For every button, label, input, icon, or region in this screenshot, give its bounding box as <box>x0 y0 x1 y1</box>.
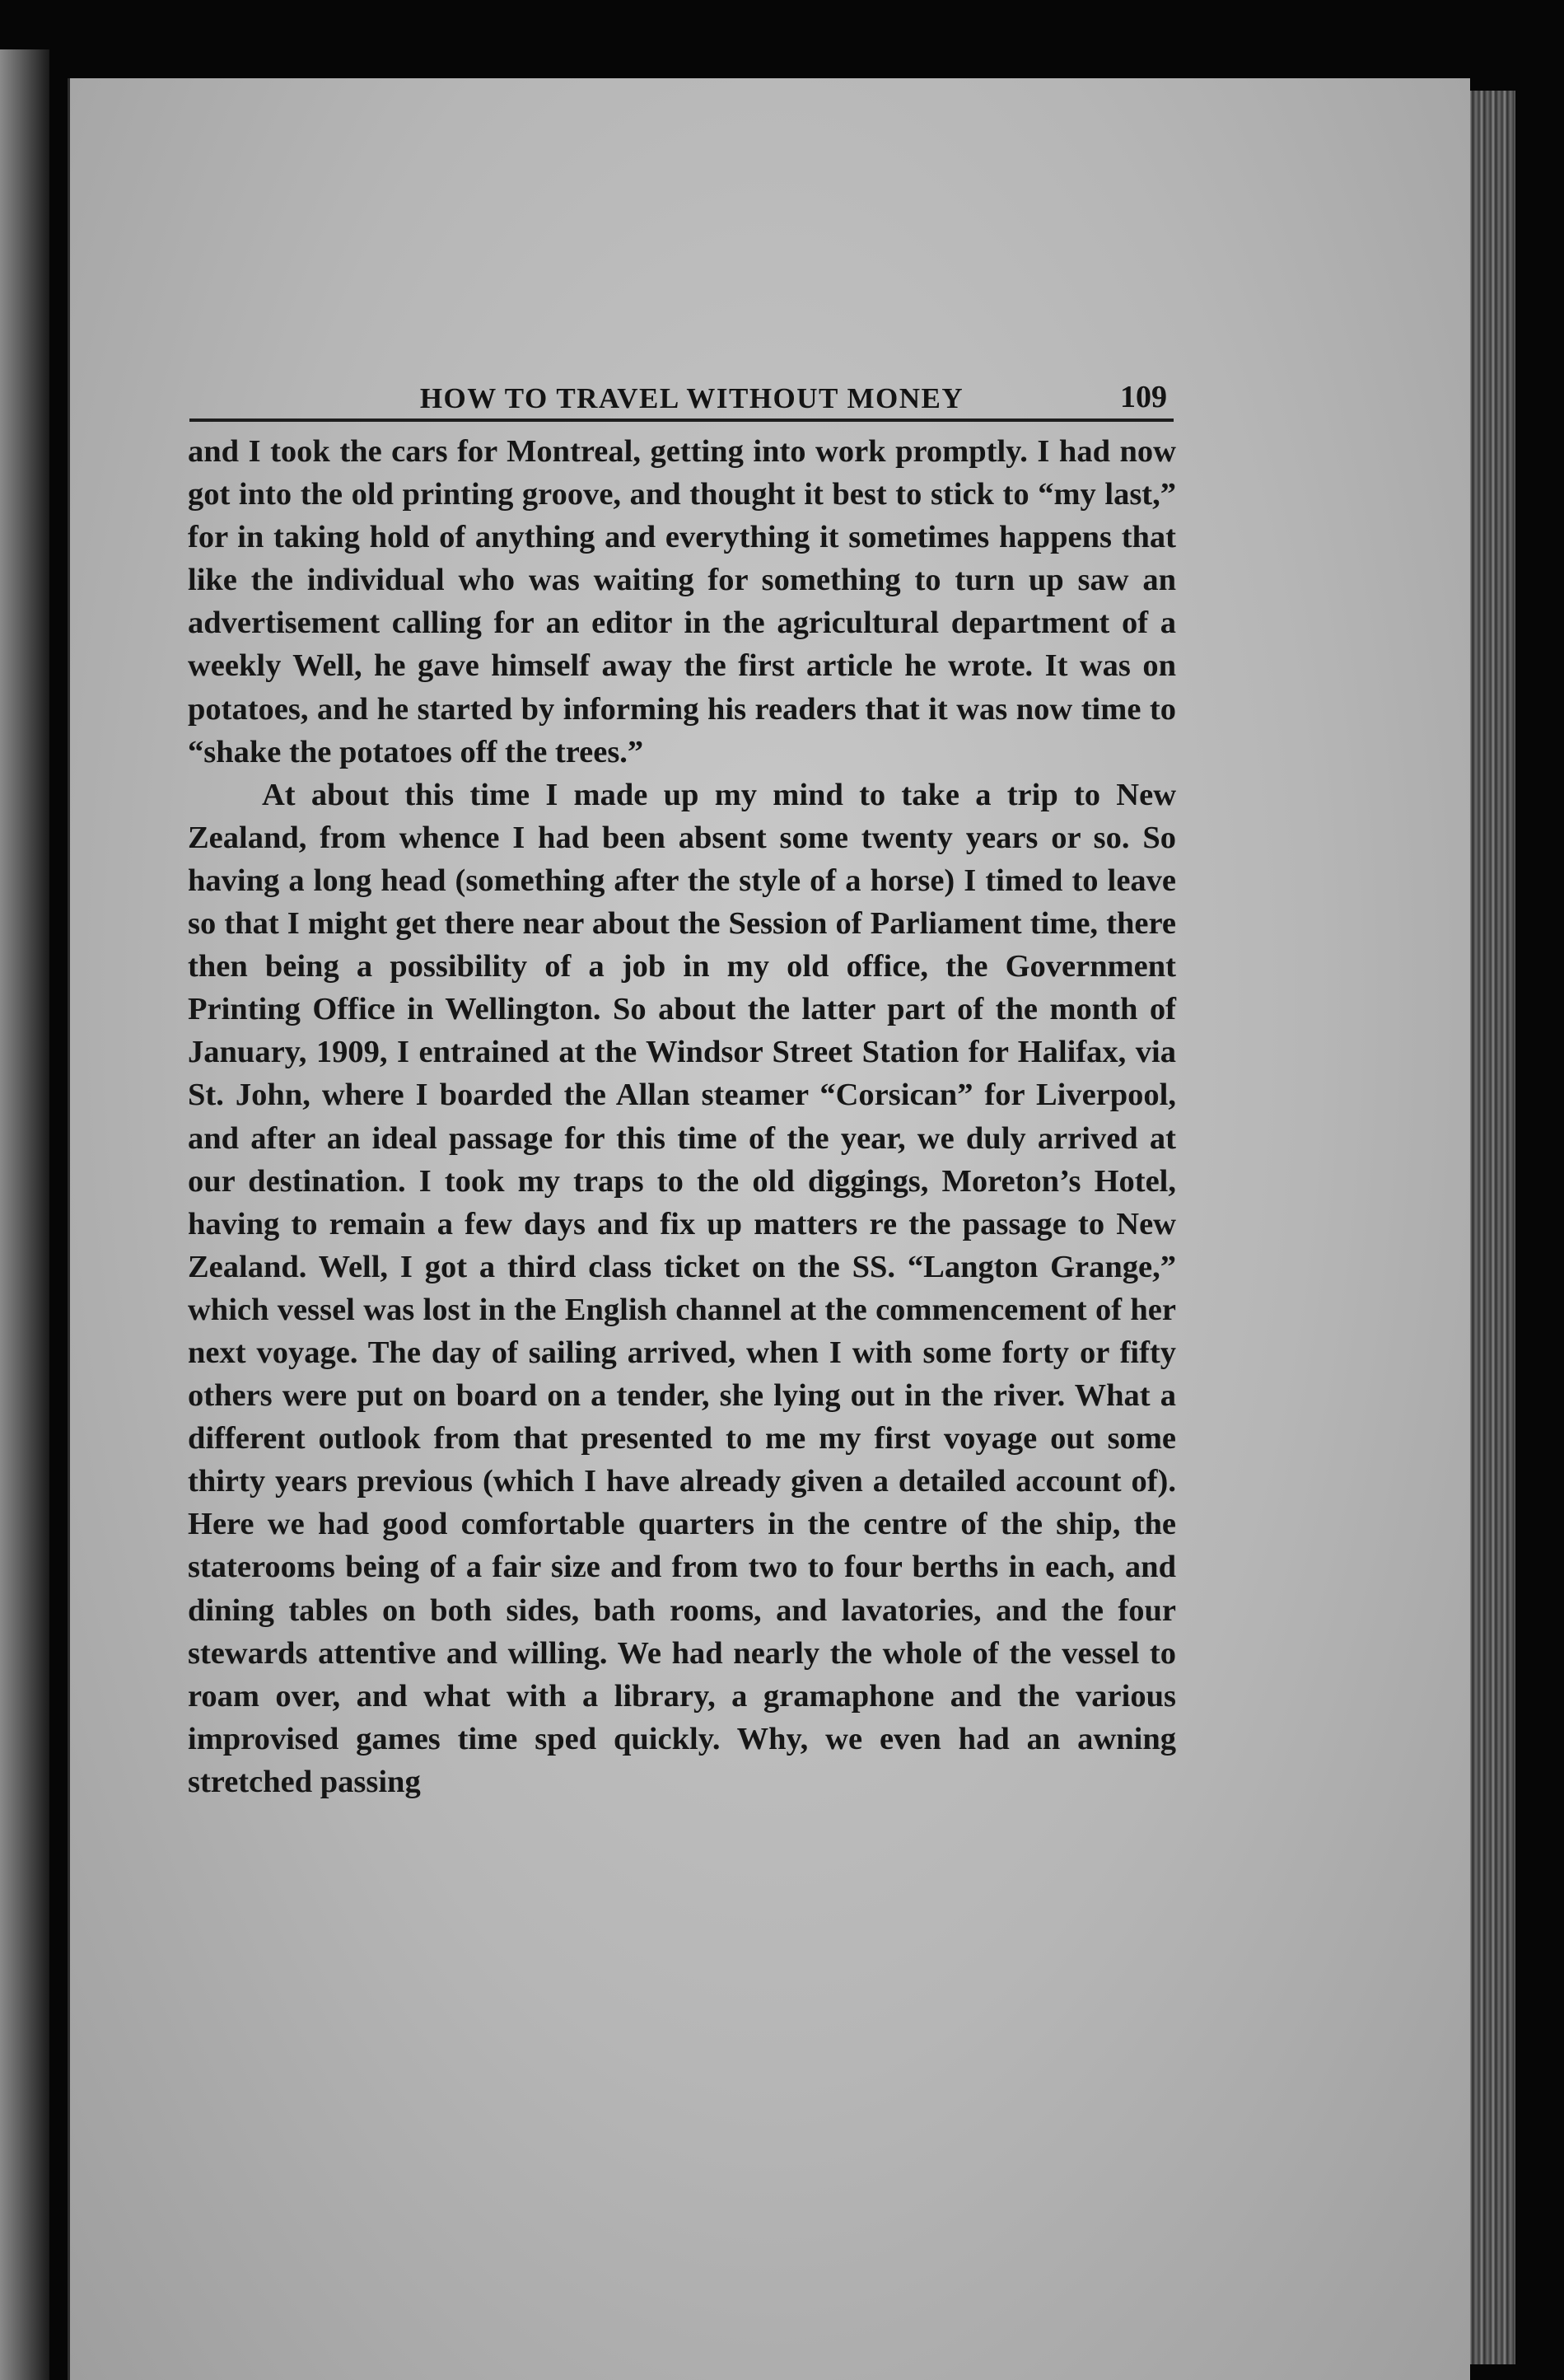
body-text <box>188 430 1176 1803</box>
running-title: HOW TO TRAVEL WITHOUT MONEY <box>419 382 964 414</box>
header-rule <box>189 418 1174 422</box>
page-number: 109 <box>1120 380 1167 414</box>
paragraph-1: and I took the cars for Montreal, getting into work promptly. I had now got into the old printing groove, and thought it best to stick to “my last,” for in taking hold of anything and everything it sometimes happens that like the individual who was waiting for something to turn up saw an advertisement calling for an editor in the agricultural department of a weekly Well, he gave himself away the first article he wrote. It was on potatoes, and he started by informing his readers that it was now time to “shake the potatoes off the trees.” <box>188 434 1176 769</box>
facing-page-edge <box>0 49 49 2380</box>
paragraph-2: At about this time I made up my mind to take a trip to New Zealand, from whence I had been absent some twenty years or so. So having a long head (something after the style of a horse) I timed to leave so that I might get there near about the Session of Parliament time, there then being a possibility of a job in my old office, the Government Printing Office in Wellington. So about the latter part of the month of January, 1909, I entrained at the Windsor Street Station for Halifax, via St. John, where I boarded the Allan steamer “Corsican” for Liverpool, and after an ideal passage for this time of the year, we duly arrived at our destination. I took my traps to the old diggings, Moreton’s Hotel, having to remain a few days and fix up matters re the passage to New Zealand. Well, I got a third class ticket on the SS. “Langton Grange,” which vessel was lost in the English channel at the commencement of her next voyage. The day of sailing arrived, when I with some forty or fifty others were put on board on a tender, she lying out in the river. What a different outlook from that presented to me my first voyage out some thirty years previous (which I have already given a detailed account of). Here we had good comfortable quarters in the centre of the ship, the staterooms being of a fair size and from two to four berths in each, and dining tables on both sides, bath rooms, and lavatories, and the four stewards attentive and willing. We had nearly the whole of the vessel to roam over, and what with a library, a gramaphone and the various improvised games time sped quickly. Why, we even had an awning stretched passing <box>188 777 1176 1799</box>
page-header <box>189 369 1174 415</box>
